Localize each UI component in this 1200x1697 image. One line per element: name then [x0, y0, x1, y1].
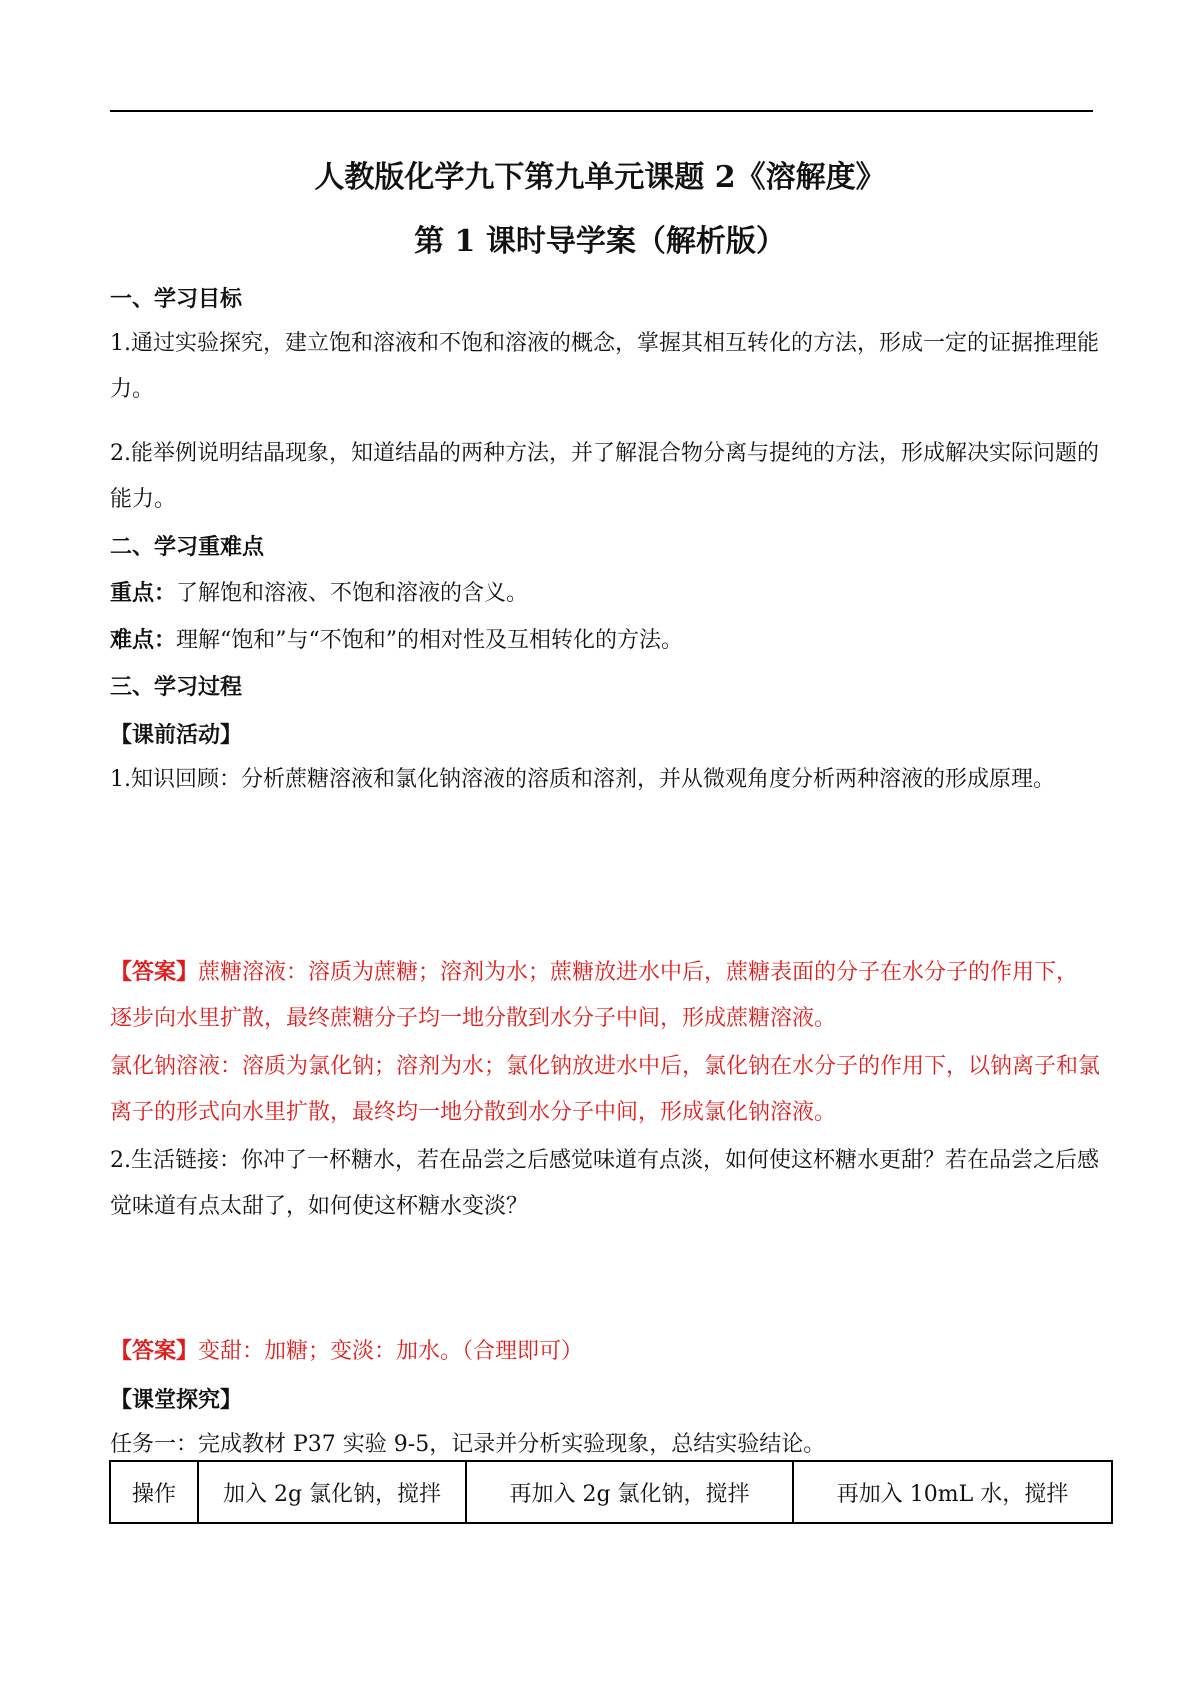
difficult-point-text: 理解“饱和”与“不饱和”的相对性及互相转化的方法。 [176, 628, 684, 653]
answer-2-label: 【答案】 [110, 1338, 199, 1364]
table-cell-step3: 再加入 10mL 水，搅拌 [793, 1461, 1112, 1523]
answer-1-nacl: 氯化钠溶液：溶质为氯化钠；溶剂为水；氯化钠放进水中后，氯化钠在水分子的作用下，以钠离子和氯离子的形式向水里扩散，最终均一地分散到水分子中间，形成氯化钠溶液。 [110, 1054, 1101, 1125]
table-row [110, 1461, 1112, 1523]
document-subtitle: 第 1 课时导学案（解析版） [414, 224, 786, 259]
key-point-text: 了解饱和溶液、不饱和溶液的含义。 [176, 581, 529, 606]
key-point-label: 重点： [110, 580, 177, 606]
answer-2-body: 变甜：加糖；变淡：加水。（合理即可） [198, 1339, 584, 1364]
difficult-point-label: 难点： [110, 627, 177, 653]
section-heading-process: 三、学习过程 [110, 674, 243, 700]
experiment-table [109, 1460, 1113, 1524]
table-cell-operation: 操作 [110, 1461, 198, 1523]
question-2-text: 2.生活链接：你冲了一杯糖水，若在品尝之后感觉味道有点淡，如何使这杯糖水更甜？若在品尝之后感觉味道有点太甜了，如何使这杯糖水变淡？ [110, 1148, 1099, 1219]
header-rule [110, 110, 1093, 112]
answer-1-sucrose: 蔗糖溶液：溶质为蔗糖；溶剂为水；蔗糖放进水中后，蔗糖表面的分子在水分子的作用下，逐步向水里扩散，最终蔗糖分子均一地分散到水分子中间，形成蔗糖溶液。 [110, 960, 1079, 1031]
task-1-text: 任务一：完成教材 P37 实验 9-5，记录并分析实验现象，总结实验结论。 [110, 1432, 826, 1457]
goal-2-text: 2.能举例说明结晶现象，知道结晶的两种方法，并了解混合物分离与提纯的方法，形成解决实际问题的能力。 [110, 441, 1099, 512]
inclass-heading: 【课堂探究】 [110, 1387, 243, 1413]
section-heading-goals: 一、学习目标 [110, 286, 243, 312]
section-heading-keypoints: 二、学习重难点 [110, 534, 265, 560]
answer-1-text [110, 949, 1100, 1042]
question-1-text: 1.知识回顾：分析蔗糖溶液和氯化钠溶液的溶质和溶剂，并从微观角度分析两种溶液的形成原理。 [110, 767, 1055, 792]
goal-1-text: 1.通过实验探究，建立饱和溶液和不饱和溶液的概念，掌握其相互转化的方法，形成一定的证据推理能力。 [110, 331, 1099, 402]
preclass-heading: 【课前活动】 [110, 722, 243, 748]
answer-2-text [110, 1328, 1100, 1375]
table-cell-step1: 加入 2g 氯化钠，搅拌 [198, 1461, 466, 1523]
answer-1-label: 【答案】 [110, 959, 199, 985]
key-point-line [110, 570, 1100, 617]
difficult-point-line [110, 617, 1100, 664]
table-cell-step2: 再加入 2g 氯化钠，搅拌 [466, 1461, 793, 1523]
document-title: 人教版化学九下第九单元课题 2《溶解度》 [314, 160, 886, 195]
